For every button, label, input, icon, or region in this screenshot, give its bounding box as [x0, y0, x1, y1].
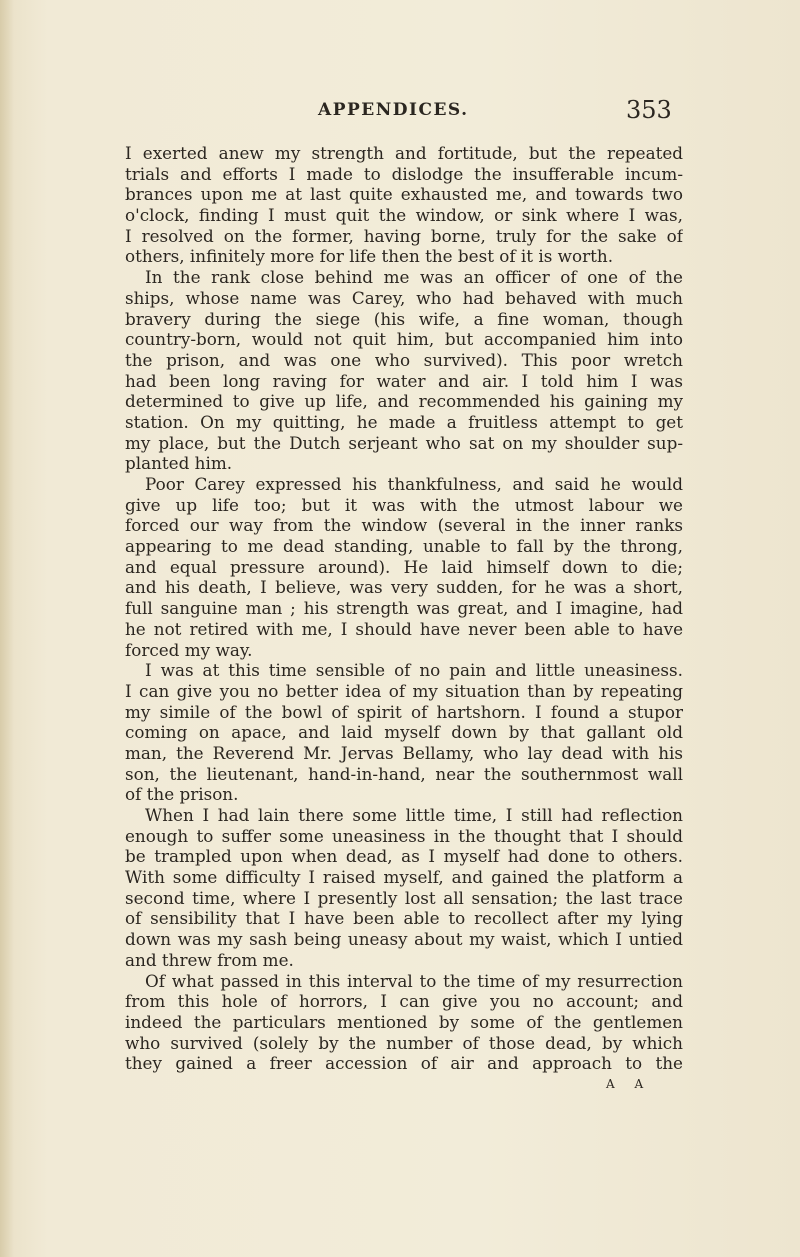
text-line: I resolved on the former, having borne, truly for the sake of	[125, 225, 683, 246]
text-line: others, infinitely more for life then the best of it is worth.	[125, 246, 614, 267]
text-line: o'clock, finding I must quit the window, or sink where I was,	[125, 205, 683, 226]
text-line: With some difficulty I raised myself, and gained the platform a	[125, 867, 683, 888]
text-line: I can give you no better idea of my situation than by repeating	[125, 680, 683, 701]
text-line: When I had lain there some little time, I still had reflection	[145, 805, 683, 825]
body-text	[125, 143, 683, 1074]
text-line: forced my way.	[125, 639, 253, 660]
text-line: of sensibility that I have been able to recollect after my lying	[125, 908, 683, 929]
text-line: I exerted anew my strength and fortitude, but the repeated	[125, 143, 683, 163]
text-line: down was my sash being uneasy about my waist, which I untied	[125, 929, 683, 950]
text-line: station. On my quitting, he made a fruitless attempt to get	[125, 411, 683, 432]
text-line: and threw from me.	[125, 949, 294, 970]
text-line: full sanguine man ; his strength was great, and I imagine, had	[125, 598, 683, 619]
text-line: man, the Reverend Mr. Jervas Bellamy, who lay dead with his	[125, 742, 683, 763]
text-line: enough to suffer some uneasiness in the thought that I should	[125, 825, 683, 846]
text-line: second time, where I presently lost all sensation; the last trace	[125, 887, 683, 908]
text-line: he not retired with me, I should have never been able to have	[125, 618, 683, 639]
text-line: and his death, I believe, was very sudden, for he was a short,	[125, 577, 683, 598]
text-line: give up life too; but it was with the utmost labour we	[125, 494, 683, 515]
text-line: I was at this time sensible of no pain and little uneasiness.	[145, 660, 683, 681]
text-line: who survived (solely by the number of those dead, by which	[125, 1032, 683, 1053]
text-line: of the prison.	[125, 784, 239, 805]
text-line: they gained a freer accession of air and approach to the	[125, 1053, 683, 1074]
signature-mark: A A	[606, 1077, 652, 1091]
text-line: Poor Carey expressed his thankfulness, and said he would	[145, 474, 683, 494]
text-line: Of what passed in this interval to the time of my resurrection	[145, 970, 683, 991]
text-line: trials and efforts I made to dislodge the insufferable incum-	[125, 163, 683, 184]
text-line: brances upon me at last quite exhausted me, and towards two	[125, 184, 683, 205]
text-line: bravery during the siege (his wife, a fine woman, though	[125, 308, 683, 329]
text-line: and equal pressure around). He laid himself down to die;	[125, 556, 683, 577]
text-line: ships, whose name was Carey, who had behaved with much	[125, 287, 683, 308]
page-header	[0, 96, 800, 124]
text-line: determined to give up life, and recommended his gaining my	[125, 391, 683, 412]
text-line: indeed the particulars mentioned by some of the gentlemen	[125, 1011, 683, 1032]
page-edge-shadow	[0, 0, 14, 1257]
running-head: APPENDICES.	[318, 100, 469, 120]
text-line: coming on apace, and laid myself down by that gallant old	[125, 722, 683, 743]
text-line: the prison, and was one who survived). This poor wretch	[125, 349, 683, 370]
page-number: 353	[626, 96, 672, 124]
text-line: from this hole of horrors, I can give you no account; and	[125, 991, 683, 1012]
text-line: son, the lieutenant, hand-in-hand, near the southernmost wall	[125, 763, 683, 784]
text-line: forced our way from the window (several in the inner ranks	[125, 515, 683, 536]
text-line: planted him.	[125, 453, 233, 474]
text-line: my place, but the Dutch serjeant who sat on my shoulder sup-	[125, 432, 683, 453]
text-line: country-born, would not quit him, but accompanied him into	[125, 329, 683, 350]
text-line: be trampled upon when dead, as I myself had done to others.	[125, 846, 683, 867]
text-line: In the rank close behind me was an officer of one of the	[145, 267, 683, 288]
text-line: my simile of the bowl of spirit of hartshorn. I found a stupor	[125, 701, 683, 722]
text-line: appearing to me dead standing, unable to fall by the throng,	[125, 536, 683, 557]
text-line: had been long raving for water and air. I told him I was	[125, 370, 683, 391]
